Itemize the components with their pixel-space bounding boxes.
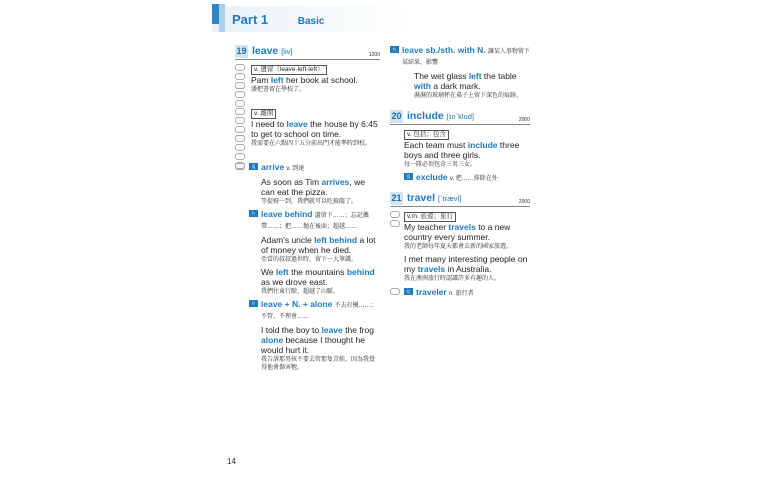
phrase-icon: 片: [249, 300, 258, 307]
page-number: 14: [227, 457, 236, 466]
marker-icon: [390, 288, 400, 295]
marker-icon: [235, 126, 245, 133]
sense-block-2: [235, 108, 380, 148]
example-zh: 我的老師每年夏天都會去新的國家旅遊。: [404, 244, 513, 250]
related-word-exclude: [390, 172, 530, 184]
related-desc: n. 旅行者: [448, 291, 474, 297]
entry-number: 21: [391, 193, 402, 203]
phrase-icon: 片: [249, 210, 258, 217]
headword-text: leave: [252, 45, 279, 57]
example-en: I need to leave the house by 6:45 to get to school on time.: [251, 119, 378, 139]
headword: [407, 192, 461, 205]
word-level: 2000: [518, 117, 530, 123]
marker-icon: [235, 91, 245, 98]
sense-block: [390, 129, 530, 169]
related-word: exclude: [416, 172, 448, 182]
phrase-desc: 遺留下……；忘記攜帶……；把……拋在後面；超越……: [261, 213, 369, 230]
example-group: [390, 71, 530, 100]
phrase-icon: 片: [390, 46, 399, 53]
marker-icon: [235, 153, 245, 160]
headword: [407, 110, 474, 123]
entry-number: 19: [236, 46, 247, 56]
header-tab-light: [219, 4, 225, 32]
related-desc: v. 到達: [286, 166, 305, 172]
marker-icon: [235, 82, 245, 89]
marker-icon: [235, 135, 245, 142]
page-title: [232, 12, 324, 27]
entry-number: 20: [391, 111, 402, 121]
part-label: Part 1: [232, 12, 269, 27]
example-en: The wet glass left the table with a dark mark.: [414, 71, 517, 91]
example-group: [235, 177, 380, 206]
related-word: traveler: [416, 287, 447, 297]
part-of-speech: v. 遺留（leave-left-left）: [251, 65, 327, 75]
example-zh: 每一隊必須包含三男三女。: [404, 162, 477, 168]
phrase: leave sb./sth. with N.: [402, 45, 486, 55]
phrase-leave-with: [390, 45, 530, 68]
left-column: [235, 45, 380, 375]
part-subtitle: Basic: [297, 16, 325, 27]
example-zh: 我需要在六點四十五分前出門才能準時到校。: [251, 141, 372, 147]
example-zh: 我在澳洲旅行時認識許多有趣的人。: [404, 276, 501, 282]
marker-icon: [235, 108, 245, 115]
example-zh: 潘把書留在學校了。: [251, 87, 306, 93]
example-en: We left the mountains behind as we drove east.: [261, 267, 375, 287]
example-zh: 濕濕的玻璃杯在桌子上留下深色的痕跡。: [414, 93, 523, 99]
example-zh: 我告訴那男孩不要去管那隻青蛙，因為我覺得他會傷害牠。: [261, 357, 376, 371]
sense-block-1: [235, 64, 380, 94]
part-of-speech: v. 離開: [251, 109, 276, 119]
phrase-desc: 讓某人事物留下某結果、影響: [402, 49, 530, 66]
ipa: [ɪnˋklud]: [446, 112, 474, 121]
word-level: 2000: [518, 199, 530, 205]
example-en: Each team must include three boys and three girls.: [404, 140, 520, 160]
part-of-speech: v./n. 旅遊；旅行: [404, 212, 456, 222]
related-word: arrive: [261, 162, 285, 172]
marker-icon: [235, 163, 245, 170]
header-tab-dark: [212, 4, 219, 24]
related-word-traveler: [390, 287, 530, 299]
marker-icon: [235, 144, 245, 151]
example-en: I told the boy to leave the frog alone because I thought he would hurt it.: [261, 325, 374, 355]
phrase-leave-alone: [235, 299, 380, 322]
marker-icon: [390, 211, 400, 218]
related-word-icon: 反: [249, 163, 258, 170]
word-level: 1200: [368, 52, 380, 58]
entry-header-include: [390, 110, 530, 125]
entry-header-leave: [235, 45, 380, 60]
entry-header-travel: [390, 192, 530, 207]
phrase-desc: 不去打擾……；不管、不理會……: [261, 303, 377, 320]
example-zh: 亞當的叔叔過世時，留下一大筆錢。: [261, 257, 358, 263]
example-en: My teacher travels to a new country every summer.: [404, 222, 511, 242]
phrase-leave-behind: [235, 209, 380, 232]
sense-block: [390, 211, 530, 283]
related-word-icon: 衍: [404, 288, 413, 295]
related-word-arrive: [235, 162, 380, 174]
ipa: [ˋtrævl]: [437, 194, 462, 203]
marker-icon: [235, 117, 245, 124]
related-word-icon: 反: [404, 173, 413, 180]
phrase: leave behind: [261, 209, 313, 219]
headword: [252, 45, 292, 58]
headword-text: include: [407, 110, 444, 122]
example-en: As soon as Tim arrives, we can eat the pizza.: [261, 177, 365, 197]
example-en: Adam's uncle left behind a lot of money when he died.: [261, 235, 376, 255]
study-markers: [235, 64, 245, 109]
marker-icon: [235, 100, 245, 107]
study-markers: [390, 211, 400, 229]
marker-icon: [235, 73, 245, 80]
example-group: [235, 325, 380, 372]
right-column: [390, 45, 530, 302]
example-en: I met many interesting people on my travels in Australia.: [404, 254, 528, 274]
marker-icon: [235, 64, 245, 71]
ipa: [liv]: [281, 47, 293, 56]
related-desc: v. 把……排除在外: [449, 176, 498, 182]
example-zh: 我們往東行駛，超越了山脈。: [261, 289, 340, 295]
example-group: [235, 235, 380, 296]
marker-icon: [390, 220, 400, 227]
headword-text: travel: [407, 192, 436, 204]
example-zh: 等提姆一到，我們就可以吃披薩了。: [261, 199, 358, 205]
phrase: leave + N. + alone: [261, 299, 333, 309]
part-of-speech: v. 包括；包含: [404, 130, 449, 140]
example-en: Pam left her book at school.: [251, 75, 358, 85]
